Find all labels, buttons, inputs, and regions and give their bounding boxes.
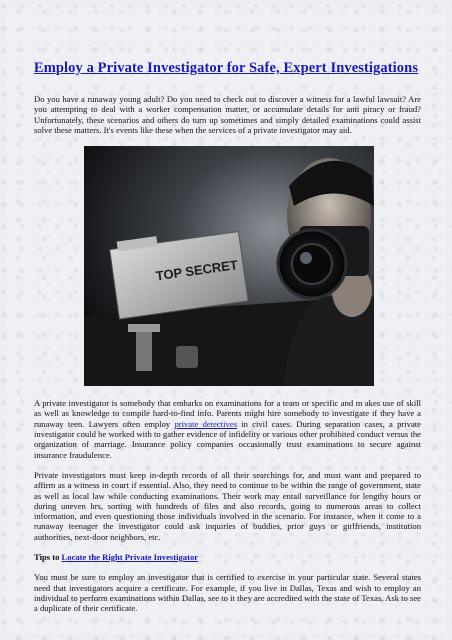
document-title-text: Employ a Private Investigator for Safe, Expert Investigations (33, 60, 419, 76)
page-inner (6, 6, 446, 634)
tips-heading (34, 552, 421, 562)
camera-photo-icon (84, 146, 374, 386)
document-title (6, 6, 446, 77)
intro-paragraph: Do you have a runaway young adult? Do you need to check out to discover a witness for a lawful lawsuit? Are you attempting to deal with a worker compensation matter, or accumulate details for anti piracy or fraud? Unfortunately, these scenarios and others do turn up sometimes and simply detailed examinations could assist solve these matters. It's events like these when the services of a private investigator may aid. (34, 94, 421, 135)
paragraph-certification: You must be sure to employ an investigator that is certified to exercise in your particular state. Several states need that investigators acquire a certificate. For example, if you live in Dallas, Texas and wish to employ an individual to perform examinations within Dallas, see to it they are accredited with the state of Texas. Ask to see a duplicate of their certificate. (34, 572, 421, 614)
tips-prefix: Tips to (34, 552, 62, 563)
paragraph-records: Private investigators must keep in-depth records of all their searchings for, and must want and prepared to affirm as a witness in court if essential. Also, they need to continue to be within the range of government, state as well as local law while conducting examinations. Their work may entail surveillance for lengthy hours or during uneven hrs, sorting with hundreds of files and also records, going to numerous areas to collect information, and even questioning those individuals involved in the scenario. For instance, when it come to a runaway teenager the investigator could ask inquiries of buddies, prior guys or girlfriends, institution authorities, next-door neighbors, etc. (34, 469, 421, 542)
private-detectives-link[interactable]: private detectives (174, 418, 237, 429)
locate-investigator-link[interactable]: Locate the Right Private Investigator (61, 552, 199, 563)
paragraph-2-part-a: A private investigator is somebody that embarks on examinations for a team or specific and m akes use of skill as well as knowledge to compile hard-to-find info. Parents might hire somebody to investigate if they have a runaway teen. Lawyers often employ (34, 398, 421, 429)
paragraph-private-investigator (34, 398, 421, 460)
paragraph-2-part-b: in civil cases. During separation cases, a private investigator could be worked with to gather evidence of infidelity or various other prohibited conduct versus the organization of marriage. Insurance policy companies occasionally trust examinations to secure against insurance fraudulence. (34, 418, 421, 460)
document-body (6, 94, 446, 614)
investigator-photo (84, 146, 374, 386)
top-secret-label: TOP SECRET (154, 257, 239, 284)
